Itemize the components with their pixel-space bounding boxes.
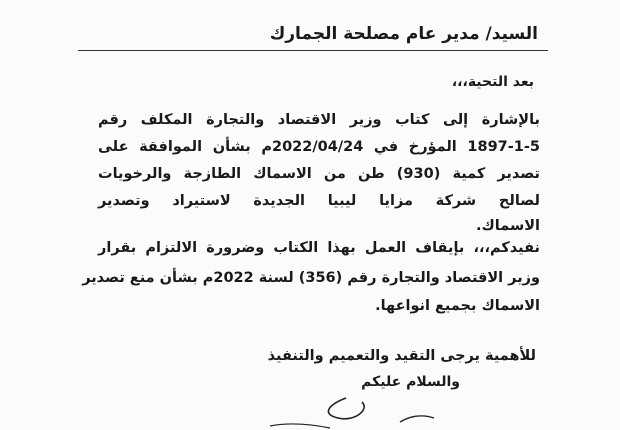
paragraph2-line: نفيدكم،،، بإيقاف العمل بهذا الكتاب وضرورة الالتزام بقرار bbox=[98, 240, 540, 256]
paragraph1-line: بالإشارة إلى كتاب وزير الاقتصاد والتجارة المكلف رقم bbox=[98, 112, 540, 128]
closing-line: للأهمية يرجى التقيد والتعميم والتنفيذ bbox=[267, 348, 536, 364]
paragraph1-line: 1897-1-5 المؤرخ في 2022/04/24م بشأن الموافقة على bbox=[98, 139, 540, 155]
paragraph2-line: الاسماك بجميع انواعها. bbox=[375, 298, 540, 314]
salutation: والسلام عليكم bbox=[361, 374, 460, 390]
handwritten-signature bbox=[250, 392, 470, 430]
addressee: السيد/ مدير عام مصلحة الجمارك bbox=[269, 24, 538, 44]
paragraph2-line: وزير الاقتصاد والتجارة رقم (356) لسنة 2022م بشأن منع تصدير bbox=[82, 270, 540, 286]
paragraph1-line: الاسماك. bbox=[476, 218, 540, 234]
paragraph1-line: لصالح شركة مزايا ليبيا الجديدة لاستيراد وتصدير bbox=[98, 193, 540, 209]
addressee-underline bbox=[78, 50, 548, 51]
paragraph1-line: تصدير كمية (930) طن من الاسماك الطازجة والرخويات bbox=[98, 166, 540, 182]
greeting: بعد التحية،،، bbox=[451, 74, 534, 90]
